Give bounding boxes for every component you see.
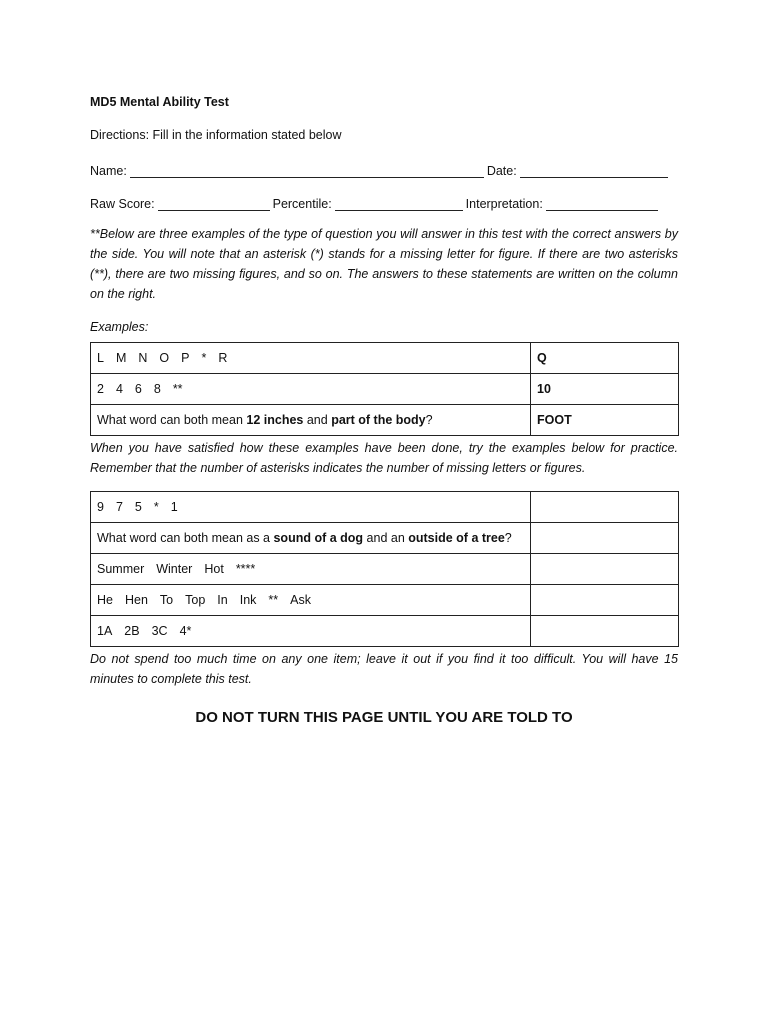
score-row (90, 191, 678, 211)
examples-label: Examples: (90, 320, 149, 334)
sequence-item: * (153, 500, 159, 514)
practice-question-4 (91, 585, 531, 616)
practice-question-2 (91, 523, 531, 554)
sequence-item: 2B (124, 624, 140, 638)
sequence-item: N (138, 351, 148, 365)
warning-heading: DO NOT TURN THIS PAGE UNTIL YOU ARE TOLD TO (195, 709, 573, 726)
practice-answer-3[interactable] (531, 554, 679, 585)
question-bold-term: 12 inches (246, 413, 304, 427)
page-title: MD5 Mental Ability Test (90, 95, 229, 109)
practice-answer-5[interactable] (531, 616, 679, 647)
sequence-item: 2 (97, 382, 104, 396)
code-sequence (97, 624, 203, 638)
sequence-item: He (97, 593, 113, 607)
sequence-item: 4 (115, 382, 123, 396)
practice-question-1 (91, 492, 531, 523)
sequence-item: 1 (170, 500, 178, 514)
interpretation-label: Interpretation: (465, 197, 543, 211)
question-bold-term: sound of a dog (273, 531, 364, 545)
sequence-item: 7 (115, 500, 123, 514)
name-field[interactable] (130, 164, 484, 178)
test-page (90, 92, 678, 726)
sequence-item: O (159, 351, 170, 365)
percentile-label: Percentile: (272, 197, 332, 211)
question-text: ? (504, 531, 512, 545)
table-row (91, 492, 679, 523)
raw-score-field[interactable] (158, 197, 270, 211)
example-question-1 (91, 343, 531, 374)
number-sequence (97, 500, 190, 514)
sequence-item: Top (185, 593, 206, 607)
practice-intro: When you have satisfied how these examples have been done, try the examples below for practice. Remember that the number of asterisks indicates the number of missing letters or figures. (90, 441, 678, 475)
sequence-item: * (201, 351, 207, 365)
interpretation-field[interactable] (546, 197, 658, 211)
question-text: What word can both mean (97, 413, 247, 427)
example-answer-2: 10 (531, 374, 679, 405)
raw-score-label: Raw Score: (90, 197, 155, 211)
practice-answer-2[interactable] (531, 523, 679, 554)
intro-paragraph: **Below are three examples of the type of question you will answer in this test with the correct answers by the side. You will note that an asterisk (*) stands for a missing letter for figure. If there are two asterisks (**), there are two missing figures, and so on. The answers to these statements are written on the column on the right. (90, 227, 678, 301)
question-text: ? (425, 413, 433, 427)
sequence-item: 3C (151, 624, 168, 638)
sequence-item: M (115, 351, 127, 365)
number-sequence (97, 382, 195, 396)
sequence-item: Ink (239, 593, 257, 607)
practice-table (90, 491, 679, 647)
practice-question-5 (91, 616, 531, 647)
question-text: What word can both mean as a (97, 531, 274, 545)
example-question-3 (91, 405, 531, 436)
date-field[interactable] (520, 164, 668, 178)
sequence-item: P (181, 351, 190, 365)
table-row (91, 405, 679, 436)
sequence-item: 5 (134, 500, 142, 514)
sequence-item: R (218, 351, 228, 365)
table-row (91, 585, 679, 616)
example-answer-3: FOOT (531, 405, 679, 436)
question-text: and (303, 413, 332, 427)
question-text: and an (363, 531, 409, 545)
practice-question-3 (91, 554, 531, 585)
closing-note: Do not spend too much time on any one item; leave it out if you find it too difficult. You will have 15 minutes to complete this test. (90, 652, 678, 686)
sequence-item: 9 (97, 500, 104, 514)
sequence-item: Winter (156, 562, 193, 576)
example-question-2 (91, 374, 531, 405)
sequence-item: **** (235, 562, 256, 576)
name-label: Name: (90, 164, 127, 178)
sequence-item: 4* (179, 624, 192, 638)
practice-answer-1[interactable] (531, 492, 679, 523)
percentile-field[interactable] (335, 197, 463, 211)
sequence-item: In (217, 593, 228, 607)
sequence-item: ** (268, 593, 279, 607)
word-sequence (97, 593, 323, 607)
table-row (91, 616, 679, 647)
question-bold-term: part of the body (331, 413, 426, 427)
sequence-item: Hot (204, 562, 224, 576)
table-row (91, 554, 679, 585)
sequence-item: Ask (290, 593, 311, 607)
table-row (91, 523, 679, 554)
table-row (91, 374, 679, 405)
sequence-item: L (97, 351, 104, 365)
sequence-item: ** (172, 382, 183, 396)
practice-answer-4[interactable] (531, 585, 679, 616)
sequence-item: Hen (124, 593, 148, 607)
sequence-item: 8 (153, 382, 161, 396)
sequence-item: 6 (134, 382, 142, 396)
examples-table (90, 342, 679, 436)
date-label: Date: (486, 164, 517, 178)
question-bold-term: outside of a tree (408, 531, 505, 545)
directions-text: Directions: Fill in the information stated below (90, 128, 342, 142)
name-date-row (90, 158, 678, 178)
sequence-item: Summer (97, 562, 145, 576)
sequence-item: 1A (97, 624, 113, 638)
example-answer-1: Q (531, 343, 679, 374)
word-sequence (97, 562, 267, 576)
letter-sequence (97, 351, 239, 365)
sequence-item: To (159, 593, 174, 607)
table-row (91, 343, 679, 374)
